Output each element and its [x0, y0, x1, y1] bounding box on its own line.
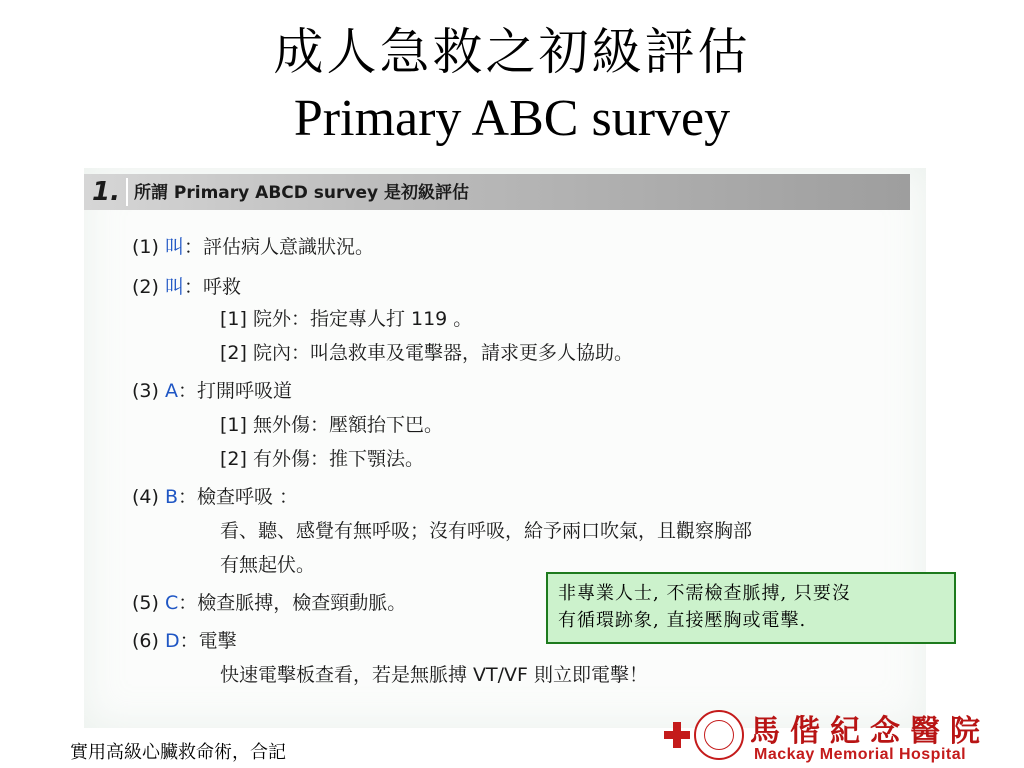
hospital-name-chinese: 馬偕紀念醫院 — [750, 714, 990, 749]
list-item-6 — [132, 628, 237, 654]
section-header-bar — [84, 174, 910, 210]
item-mark: A — [164, 380, 178, 402]
list-item-5 — [132, 590, 406, 616]
item-number: (5) — [132, 592, 159, 614]
list-item-2 — [132, 274, 241, 300]
item-mark: C — [164, 592, 179, 614]
section-number: 1. — [92, 177, 120, 207]
list-subitem: 有無起伏。 — [220, 554, 316, 576]
slide-title-english: Primary ABC survey — [293, 90, 731, 147]
hospital-logo — [664, 708, 1024, 768]
list-subitem: 快速電擊板查看，若是無脈搏 VT/VF 則立即電擊！ — [220, 664, 649, 686]
item-mark: B — [164, 486, 179, 508]
item-text: ：評估病人意識狀況。 — [183, 236, 374, 258]
list-item-4 — [132, 484, 298, 510]
list-item-1 — [132, 234, 374, 260]
item-number: (6) — [132, 630, 159, 652]
item-text: ：檢查呼吸 ： — [178, 486, 299, 508]
list-item-3 — [132, 378, 292, 404]
callout-line-2: 有循環跡象, 直接壓胸或電擊. — [558, 610, 807, 631]
list-subitem: [2] 有外傷：推下顎法。 — [220, 448, 424, 470]
item-number: (2) — [132, 276, 159, 298]
section-divider — [126, 178, 128, 206]
item-mark: D — [164, 630, 180, 652]
hospital-name-english: Mackay Memorial Hospital — [754, 746, 967, 763]
scanned-textbook-page — [84, 168, 926, 728]
section-heading: 所謂 Primary ABCD survey 是初級評估 — [134, 183, 469, 203]
source-citation: 實用高級心臟救命術，合記 — [70, 742, 286, 763]
item-number: (3) — [132, 380, 159, 402]
item-text: ：電擊 — [179, 630, 237, 652]
list-subitem: [1] 無外傷：壓額抬下巴。 — [220, 414, 443, 436]
item-text: ：呼救 — [183, 276, 241, 298]
slide-title-chinese: 成人急救之初級評估 — [273, 23, 751, 81]
item-text: ：檢查脈搏，檢查頸動脈。 — [178, 592, 407, 614]
callout-line-1: 非專業人士, 不需檢查脈搏, 只要沒 — [558, 583, 851, 604]
list-subitem: [2] 院內：叫急救車及電擊器，請求更多人協助。 — [220, 342, 633, 364]
callout-note-box — [546, 572, 956, 644]
list-subitem: [1] 院外：指定專人打 119 。 — [220, 308, 473, 330]
item-text: ：打開呼吸道 — [177, 380, 292, 402]
item-mark: 叫 — [164, 276, 184, 298]
red-cross-icon — [664, 722, 690, 748]
item-number: (4) — [132, 486, 159, 508]
item-mark: 叫 — [164, 236, 184, 258]
hospital-seal-icon — [694, 710, 744, 760]
item-number: (1) — [132, 236, 159, 258]
list-subitem: 看、聽、感覺有無呼吸；沒有呼吸，給予兩口吹氣，且觀察胸部 — [220, 520, 753, 542]
